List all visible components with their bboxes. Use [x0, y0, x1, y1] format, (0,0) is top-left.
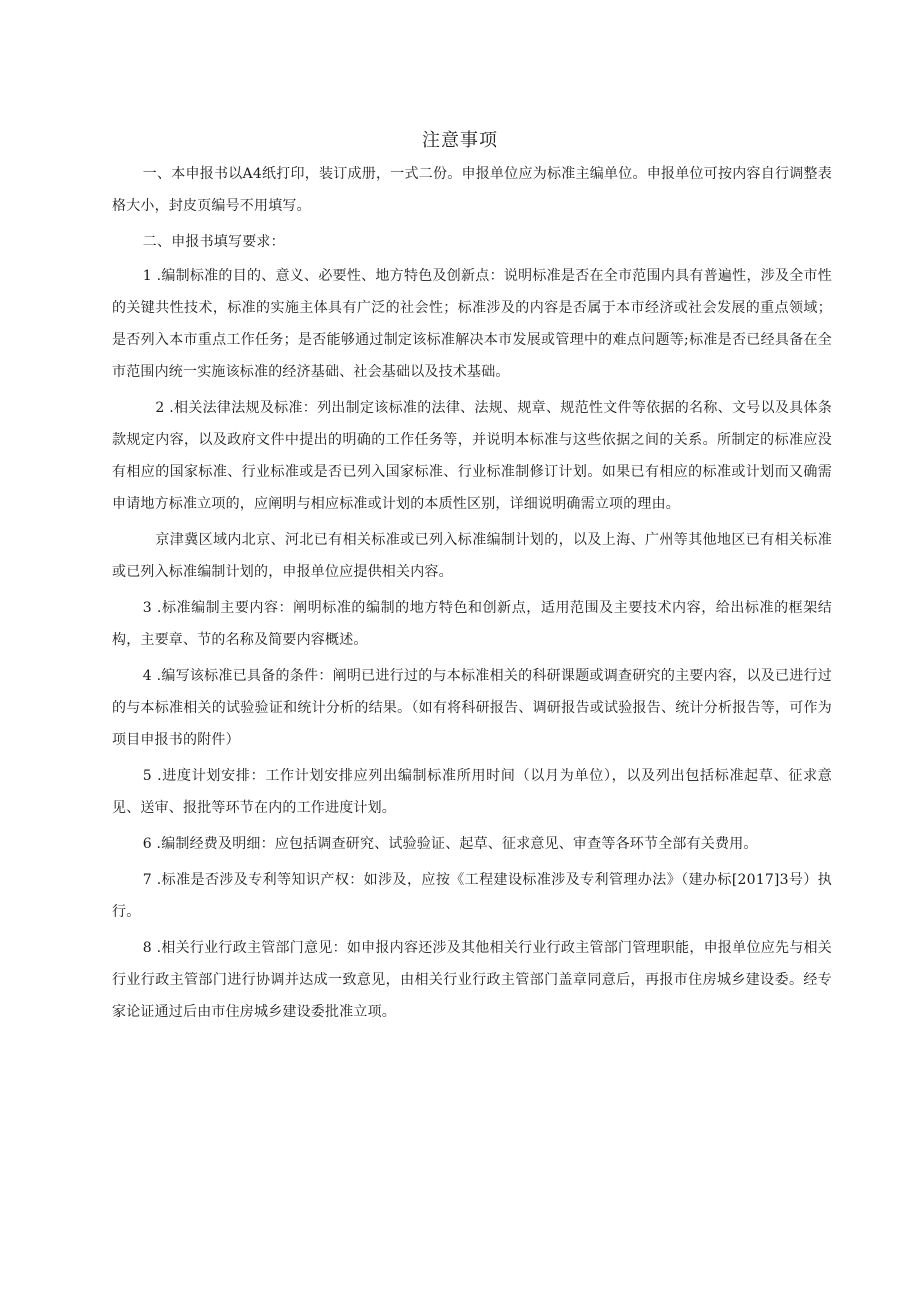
paragraph-item-2: 2 .相关法律法规及标准：列出制定该标准的法律、法规、规章、规范性文件等依据的名称、文号以及具体条款规定内容，以及政府文件中提出的明确的工作任务等，并说明本标准与这些依据之间的关系。所制定的标准应没有相应的国家标准、行业标准或是否已列入国家标准、行业标准制修订计划。如果已有相应的标准或计划而又确需申请地方标准立项的，应阐明与相应标准或计划的本质性区别，详细说明确需立项的理由。	[112, 400, 832, 512]
paragraph-item-7: 7 .标准是否涉及专利等知识产权：如涉及，应按《工程建设标准涉及专利管理办法》（建办标[2017]3号）执行。	[112, 872, 832, 920]
paragraph-general: 一、本申报书以A4纸打印，装订成册，一式二份。申报单位应为标准主编单位。申报单位可按内容自行调整表格大小，封皮页编号不用填写。	[112, 166, 832, 214]
paragraph-item-3: 3 .标准编制主要内容：阐明标准的编制的地方特色和创新点，适用范围及主要技术内容，给出标准的框架结构，主要章、节的名称及简要内容概述。	[112, 600, 832, 648]
paragraph-item-6: 6 .编制经费及明细：应包括调查研究、试验验证、起草、征求意见、审查等各环节全部有关费用。	[142, 836, 758, 852]
paragraph-item-2-note: 京津冀区域内北京、河北已有相关标准或已列入标准编制计划的，以及上海、广州等其他地区已有相关标准或已列入标准编制计划的，申报单位应提供相关内容。	[112, 532, 832, 580]
paragraph-item-4: 4 .编写该标准已具备的条件：阐明已进行过的与本标准相关的科研课题或调查研究的主要内容，以及已进行过的与本标准相关的试验验证和统计分析的结果。（如有将科研报告、调研报告或试验报告、统计分析报告等，可作为项目申报书的附件）	[112, 668, 832, 748]
paragraph-item-1: 1 .编制标准的目的、意义、必要性、地方特色及创新点：说明标准是否在全市范围内具有普遍性，涉及全市性的关键共性技术，标准的实施主体具有广泛的社会性；标准涉及的内容是否属于本市经济或社会发展的重点领域；是否列入本市重点工作任务；是否能够通过制定该标准解决本市发展或管理中的难点问题等;标准是否已经具备在全市范围内统一实施该标准的经济基础、社会基础以及技术基础。	[112, 268, 832, 380]
document-body	[112, 158, 832, 1032]
paragraph-item-8: 8 .相关行业行政主管部门意见：如申报内容还涉及其他相关行业行政主管部门管理职能，申报单位应先与相关行业行政主管部门进行协调并达成一致意见，由相关行业行政主管部门盖章同意后，再报市住房城乡建设委。经专家论证通过后由市住房城乡建设委批准立项。	[112, 940, 832, 1020]
page-title: 注意事项	[422, 130, 498, 151]
paragraph-item-5: 5 .进度计划安排：工作计划安排应列出编制标准所用时间（以月为单位），以及列出包括标准起草、征求意见、送审、报批等环节在内的工作进度计划。	[112, 768, 832, 816]
paragraph-requirements-heading: 二、申报书填写要求：	[142, 234, 285, 250]
